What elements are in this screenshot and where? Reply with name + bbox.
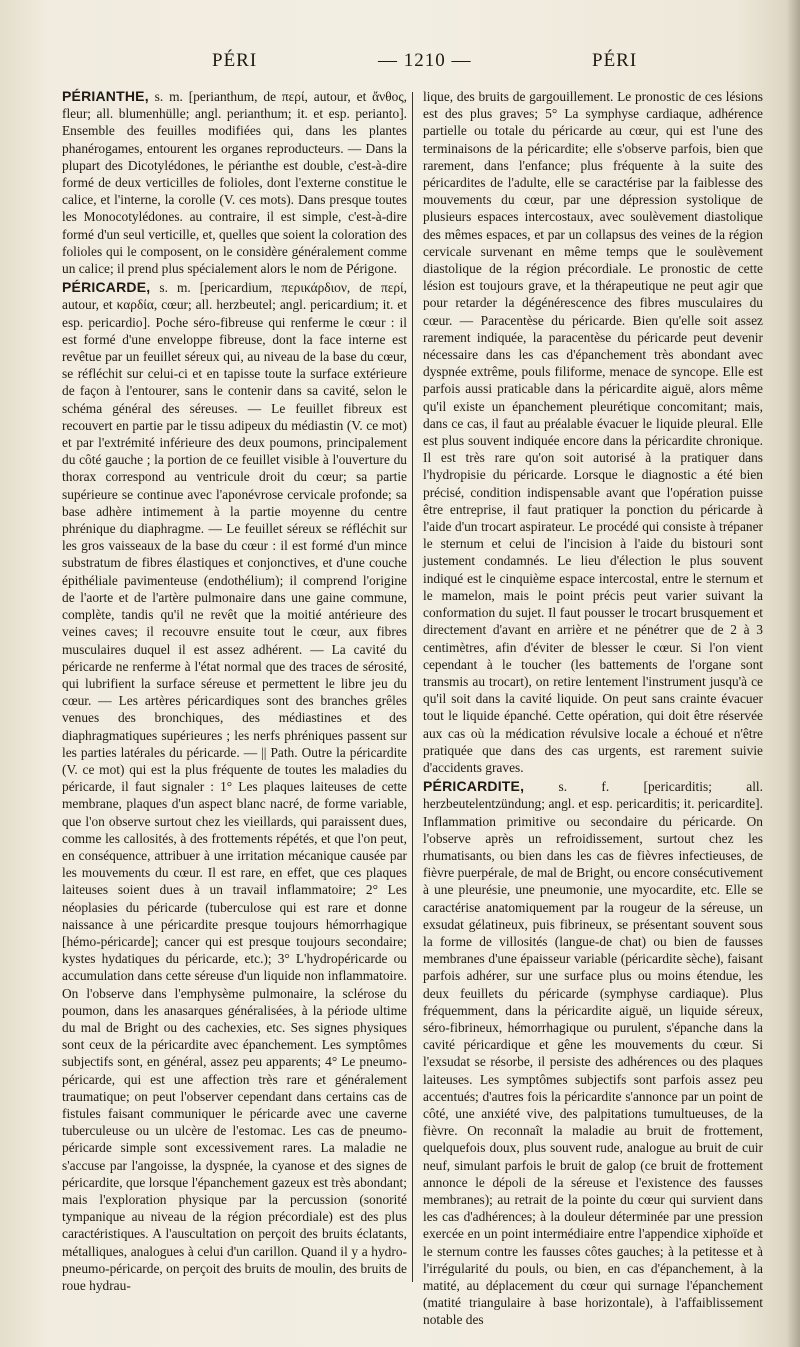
entry-pericardite — [423, 778, 763, 1329]
entry-pericarde-continued — [423, 88, 763, 776]
entry-perianthe — [62, 88, 407, 277]
column-divider — [412, 92, 413, 1282]
page-header — [60, 50, 760, 80]
headword-perianthe: PÉRIANTHE, — [62, 88, 149, 104]
running-head-left: PÉRI — [212, 50, 258, 71]
entry-text-pericardite: s. f. [pericarditis; all. herzbeutelentzündung; angl. et esp. pericarditis; it. pericardite]. Inflammation primitive ou secondaire du péricarde. On l'observe après un refroidissement, surtout chez les rhumatisants, ou bien dans les cas de fièvres infectieuses, de fièvre puerpérale, de mal de Bright, ou encore consécutivement à une pleurésie, une pneumonie, une myocardite, etc. Elle se caractérise anatomiquement par la rougeur de la séreuse, un exsudat gélatineux, puis fibrineux, se présentant souvent sous la forme de villosités (langue-de chat) ou bien de fausses membranes d'une épaisseur variable (péricardite sèche), faisant parfois adhérer, sur une surface plus ou moins étendue, les deux feuillets du péricarde (symphyse cardiaque). Plus fréquemment, dans la péricardite aiguë, un liquide séreux, séro-fibrineux, hémorrhagique ou purulent, s'épanche dans la cavité péricardique et gêne les mouvements du cœur. Si l'exsudat se résorbe, il persiste des adhérences ou des plaques laiteuses. Les symptômes subjectifs sont parfois assez peu accentués; d'autres fois la péricardite s'annonce par un point de côté, une anxiété vive, des palpitations tumultueuses, de la fièvre. On reconnaît la maladie au bruit de frottement, quelquefois doux, plus souvent rude, analogue au bruit de cuir neuf, simulant parfois le bruit de galop (ce bruit de frottement annonce le dépoli de la séreuse et l'existence des fausses membranes); au retrait de la pointe du cœur qui survient dans les cas d'adhérences; à la douleur déterminée par une pression exercée en un point intermédiaire entre l'appendice xiphoïde et le sternum contre les fausses côtes gauches; à la petitesse et à l'irrégularité du pouls, ou bien, en cas d'épanchement, à la matité, au déplacement du cœur qui surnage l'épanchement (matité triangulaire à base horizontale), à l'affaiblissement notable des — [423, 779, 763, 1328]
right-column — [423, 88, 763, 1328]
entry-text-pericarde: s. m. [pericardium, περικάρδιον, de περί, autour, et καρδία, cœur; all. herzbeutel; angl. pericardium; it. et esp. pericardio]. Poche séro-fibreuse qui renferme le cœur : il est formé d'une enveloppe fibreuse, dont la face interne est revêtue par un feuillet séreux qui, au niveau de la base du cœur, se réfléchit sur celui-ci et en tapisse toute la surface extérieure de façon à l'entourer, sans le contenir dans sa cavité, selon le schéma général des séreuses. — Le feuillet fibreux est recouvert en partie par le tissu adipeux du médiastin (V. ce mot) et par l'extrémité inférieure des deux poumons, principalement du côté gauche ; la portion de ce feuillet visible à l'ouverture du thorax correspond au ventricule droit du cœur; sa partie supérieure se continue avec l'aponévrose cervicale profonde; sa base adhère intimement à la partie moyenne du centre phrénique du diaphragme. — Le feuillet séreux se réfléchit sur les gros vaisseaux de la base du cœur : il est formé d'un mince substratum de fibres élastiques et conjonctives, et d'une couche épithéliale pavimenteuse (endothélium); il comprend l'origine de l'aorte et de l'artère pulmonaire dans une gaine commune, complète, tandis qu'il ne revêt que la moitié antérieure des veines caves; il recouvre ensuite tout le cœur, aux fibres musculaires duquel il est assez adhérent. — La cavité du péricarde ne renferme à l'état normal que des traces de sérosité, qui lubrifient la surface séreuse et permettent le libre jeu du cœur. — Les artères péricardiques sont des branches grêles venues des bronchiques, des médiastines et des diaphragmatiques supérieures ; les nerfs phréniques passent sur les parties latérales du péricarde. — || Path. Outre la péricardite (V. ce mot) qui est la plus fréquente de toutes les maladies du péricarde, il faut signaler : 1° Les plaques laiteuses de cette membrane, plaques d'un aspect blanc nacré, de forme variable, que l'on observe surtout chez les vieillards, qui paraissent dues, comme les callosités, à des frottements répétés, et que l'on peut, en conséquence, attribuer à une irritation mécanique causée par les mouvements du cœur. Il est rare, en effet, que ces plaques laiteuses soient dues à un travail inflammatoire; 2° Les néoplasies du péricarde (tuberculose qui est rare et donne naissance à une péricardite presque toujours hémorrhagique [hémo-péricarde]; cancer qui est presque toujours secondaire; kystes hydatiques du péricarde, etc.); 3° L'hydropéricarde ou accumulation dans cette séreuse d'un liquide non inflammatoire. On l'observe dans l'emphysème pulmonaire, la sclérose du poumon, dans les anasarques généralisées, à la période ultime du mal de Bright ou des cachexies, etc. Ses signes physiques sont ceux de la péricardite avec épanchement. Les symptômes subjectifs sont, en général, assez peu apparents; 4° Le pneumo-péricarde, qui est une affection très rare et généralement traumatique; on peut l'observer cependant dans certains cas de fistules faisant communiquer le péricarde avec une caverne tuberculeuse ou un ulcère de l'estomac. Les cas de pneumo-péricarde simple sont excessivement rares. La maladie ne s'accuse par l'angoisse, la dyspnée, la cyanose et des signes de péricardite, que lorsque l'épanchement gazeux est très abondant; mais l'exploration physique par la percussion (sonorité tympanique au niveau de la région précordiale) est des plus caractéristiques. A l'auscultation on perçoit des bruits éclatants, métalliques, analogues à celui d'un carillon. Quand il y a hydro-pneumo-péricarde, on perçoit des bruits de moulin, des bruits de roue hydrau- — [62, 280, 407, 1294]
entry-pericarde — [62, 279, 407, 1294]
entry-text-perianthe: s. m. [perianthum, de περί, autour, et ἄνθος, fleur; all. blumenhülle; angl. perianthum; it. et esp. perianto]. Ensemble des feuilles modifiées qui, dans les plantes phanérogames, entourent les organes reproducteurs. — Dans la plupart des Dicotylédones, le périanthe est double, c'est-à-dire formé de deux verticilles de folioles, dont l'externe constitue le calice, et l'interne, la corolle (V. ces mots). Dans presque toutes les Monocotylédones. au contraire, il est simple, c'est-à-dire formé d'un seul verticille, et, quelles que soient la coloration des folioles qui le composent, on le considère généralement comme un calice; il prend plus spécialement alors le nom de Périgone. — [62, 89, 407, 277]
page-number: — 1210 — — [378, 50, 472, 71]
entry-text-pericarde-continued: lique, des bruits de gargouillement. Le pronostic de ces lésions est des plus graves; 5° La symphyse cardiaque, adhérence partielle ou totale du péricarde au cœur, qui est l'une des terminaisons de la péricardite; elle s'observe parfois, bien que rarement, dans l'enfance; plus fréquente à la suite des péricardites de l'adulte, elle se caractérise par la faiblesse des mouvements du cœur, par une dépression systolique de plusieurs espaces intercostaux, avec soulèvement diastolique des mêmes espaces, et par un collapsus des veines de la région cervicale survenant en même temps que le soulèvement diastolique de la région précordiale. Le pronostic de cette lésion est toujours grave, et la thérapeutique ne peut agir que pour retarder la dégénérescence des fibres musculaires du cœur. — Paracentèse du péricarde. Bien qu'elle soit assez rarement indiquée, la paracentèse du péricarde peut devenir nécessaire dans les cas d'épanchement très abondant avec dyspnée extrême, pouls filiforme, menace de syncope. Elle est parfois aussi praticable dans la péricardite aiguë, alors même qu'il existe un épanchement pleurétique concomitant; mais, dans ce cas, il faut au préalable évacuer le liquide pleural. Elle est plus souvent indiquée encore dans la péricardite chronique. Il est très rare qu'on soit autorisé à la pratiquer dans l'hydropisie du péricarde. Lorsque le diagnostic a été bien précisé, condition indispensable avant que l'opération puisse être entreprise, il faut pratiquer la ponction du péricarde à l'aide d'un trocart aspirateur. Le procédé qui consiste à trépaner le sternum et celui de l'incision à l'aide du bistouri sont justement condamnés. Le lieu d'élection le plus souvent indiqué est le cinquième espace intercostal, entre le sternum et le mamelon, mais le point précis peut varier suivant la conformation du sujet. Il faut pousser le trocart brusquement et directement d'avant en arrière et ne pénétrer que de 2 à 3 centimètres, afin d'éviter de blesser le cœur. Si l'on vient cependant à le toucher (les battements de l'organe sont transmis au trocart), on retire lentement l'instrument jusqu'à ce qu'il soit dans la cavité liquide. On peut sans crainte évacuer tout le liquide épanché. Cette opération, qui doit être réservée aux cas où la médication révulsive locale a échoué et n'être pratiquée que dans des cas urgents, est rarement suivie d'accidents graves. — [423, 89, 763, 775]
headword-pericardite: PÉRICARDITE, — [423, 778, 525, 795]
running-head-right: PÉRI — [592, 50, 638, 71]
headword-pericarde: PÉRICARDE, — [62, 279, 151, 296]
book-spine-shadow — [786, 0, 800, 1347]
left-column — [62, 88, 407, 1318]
